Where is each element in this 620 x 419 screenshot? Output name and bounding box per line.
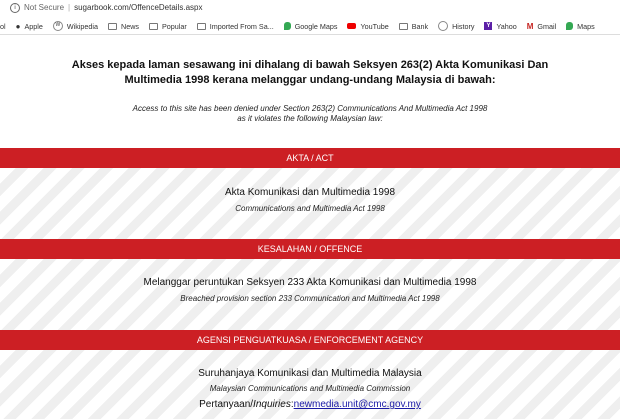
folder-icon — [399, 23, 408, 30]
url-text[interactable]: sugarbook.com/OffenceDetails.aspx — [74, 3, 203, 12]
folder-icon — [108, 23, 117, 30]
bookmark-wikipedia[interactable]: W Wikipedia — [53, 21, 98, 31]
inquiries-label-en: Inquiries — [253, 399, 291, 410]
offence-subtitle: Breached provision section 233 Communication and Multimedia Act 1998 — [180, 294, 440, 303]
offence-band: KESALAHAN / OFFENCE — [0, 239, 620, 259]
bookmark-yahoo[interactable]: Y Yahoo — [486, 21, 517, 31]
yahoo-icon: Y — [486, 23, 491, 29]
bookmark-bank[interactable]: Bank — [399, 22, 428, 31]
notice-heading-line2: Multimedia 1998 kerana melanggar undang-undang Malaysia di bawah: — [124, 74, 496, 86]
google-maps-icon — [284, 22, 291, 30]
inquiries-email-link[interactable]: newmedia.unit@cmc.gov.my — [293, 399, 421, 410]
bookmark-imported[interactable]: Imported From Sa... — [197, 22, 274, 31]
inquiries-line — [0, 399, 620, 410]
agency-subtitle: Malaysian Communications and Multimedia Commission — [209, 384, 411, 393]
act-band: AKTA / ACT — [0, 148, 620, 168]
folder-icon — [197, 23, 206, 30]
security-label: Not Secure — [24, 3, 65, 12]
folder-icon — [149, 23, 158, 30]
offence-title: Melanggar peruntukan Seksyen 233 Akta Komunikasi dan Multimedia 1998 — [143, 277, 477, 288]
bookmarks-bar — [0, 18, 620, 35]
address-bar[interactable] — [0, 0, 620, 15]
inquiries-colon: : — [290, 399, 294, 410]
agency-band: AGENSI PENGUATKUASA / ENFORCEMENT AGENCY — [0, 330, 620, 350]
wikipedia-icon: W — [53, 21, 63, 31]
bookmark-gmail[interactable]: M Gmail — [526, 21, 557, 31]
history-icon — [438, 21, 448, 31]
notice-subheading — [0, 104, 620, 124]
act-subtitle: Communications and Multimedia Act 1998 — [235, 204, 385, 213]
apple-icon: ● — [15, 21, 21, 31]
bookmark-popular[interactable]: Popular — [149, 22, 187, 31]
inquiries-label-ms: Pertanyaan — [199, 399, 251, 410]
gmail-icon: M — [526, 21, 534, 31]
act-title: Akta Komunikasi dan Multimedia 1998 — [224, 187, 396, 198]
notice-sub-line1: Access to this site has been denied under Section 263(2) Communications And Multimedia Act 1998 — [132, 104, 488, 113]
notice-sub-line2: as it violates the following Malaysian law: — [237, 114, 383, 123]
separator: | — [68, 3, 71, 12]
bookmark-news[interactable]: News — [108, 22, 139, 31]
agency-title: Suruhanjaya Komunikasi dan Multimedia Malaysia — [198, 368, 422, 379]
notice-heading-line1: Akses kepada laman sesawang ini dihalang di bawah Seksyen 263(2) Akta Komunikasi Dan — [71, 59, 549, 71]
notice-heading — [0, 58, 620, 88]
bookmark-history[interactable]: History — [438, 21, 474, 31]
bookmark-apple[interactable]: ● Apple — [15, 21, 43, 31]
info-icon[interactable]: i — [10, 3, 20, 13]
bookmark-youtube[interactable]: YouTube — [347, 22, 388, 31]
youtube-icon — [347, 23, 356, 29]
bookmark-google-maps[interactable]: Google Maps — [284, 22, 338, 31]
bookmark-maps[interactable]: Maps — [566, 22, 595, 31]
inquiries-sep: / — [250, 399, 254, 410]
bookmark-ol[interactable]: ol — [0, 21, 6, 31]
maps-icon — [566, 22, 573, 30]
